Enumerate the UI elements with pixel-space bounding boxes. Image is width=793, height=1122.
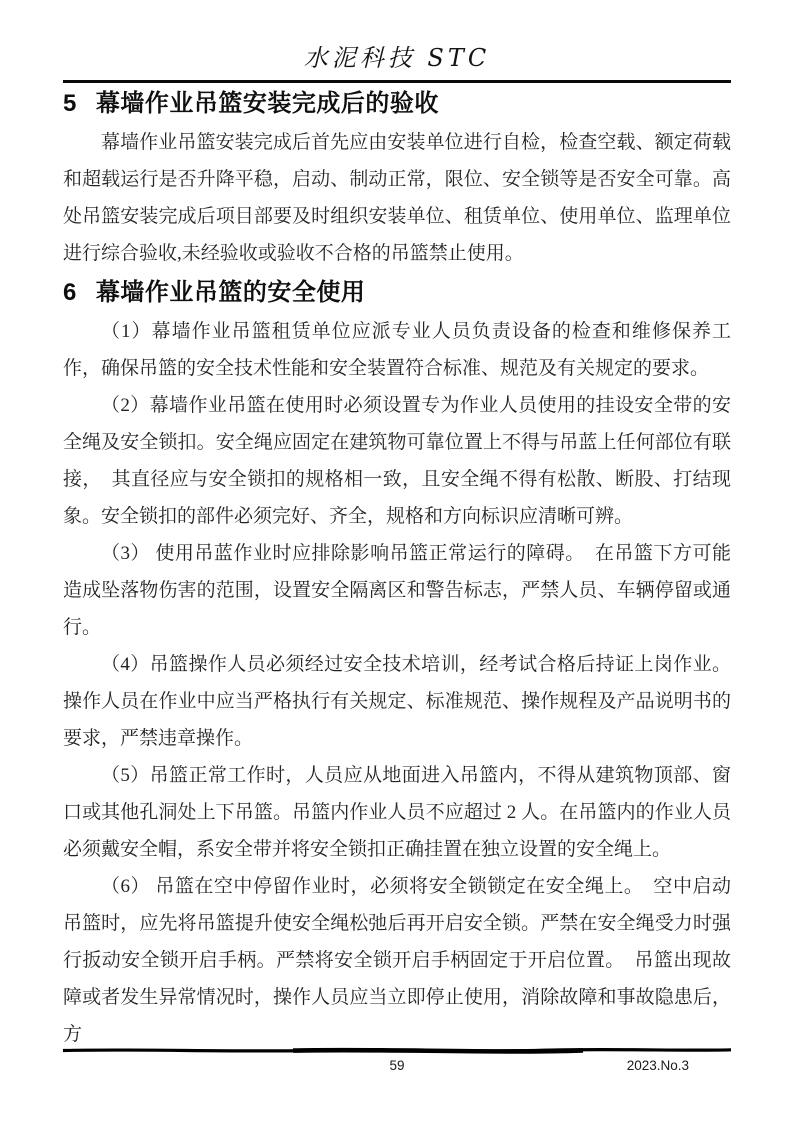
header-rule (63, 80, 731, 83)
section-5-number: 5 (63, 90, 77, 117)
body-paragraph: 幕墙作业吊篮安装完成后首先应由安装单位进行自检，检查空载、额定荷载和超载运行是否升降平稳，启动、制动正常，限位、安全锁等是否安全可靠。高处吊篮安装完成后项目部要及时组织安装单位、租赁单位、使用单位、监理单位进行综合验收,未经验收或验收不合格的吊篮禁止使用。 (63, 132, 731, 264)
page-number: 59 (389, 1058, 405, 1073)
section-6-number: 6 (63, 279, 77, 306)
section-6-heading (63, 277, 731, 309)
body-paragraph: （2）幕墙作业吊篮在使用时必须设置专为作业人员使用的挂设安全带的安全绳及安全锁扣。安全绳应固定在建筑物可靠位置上不得与吊蓝上任何部位有联接， 其直径应与安全锁扣的规格相一致，且安全绳不得有松散、断股、打结现象。安全锁扣的部件必须完好、齐全，规格和方向标识应清晰可辨。 (63, 395, 731, 527)
footer-meta (63, 1056, 731, 1076)
body-paragraph: （4）吊篮操作人员必须经过安全技术培训，经考试合格后持证上岗作业。操作人员在作业中应当严格执行有关规定、标准规范、操作规程及产品说明书的要求，严禁违章操作。 (63, 654, 731, 749)
issue-number: 2023.No.3 (626, 1058, 689, 1073)
section-5-title: 幕墙作业吊篮安装完成后的验收 (95, 90, 439, 117)
footer-rule (63, 1046, 731, 1055)
section-5-heading (63, 88, 731, 120)
section-6-title: 幕墙作业吊篮的安全使用 (95, 279, 366, 306)
body-paragraph: （1）幕墙作业吊篮租赁单位应派专业人员负责设备的检查和维修保养工作，确保吊篮的安全技术性能和安全装置符合标准、规范及有关规定的要求。 (63, 321, 731, 379)
body-paragraph: （3） 使用吊蓝作业时应排除影响吊篮正常运行的障碍。 在吊篮下方可能造成坠落物伤害的范围，设置安全隔离区和警告标志，严禁人员、车辆停留或通行。 (63, 543, 731, 638)
body-paragraph: （6） 吊篮在空中停留作业时，必须将安全锁锁定在安全绳上。 空中启动吊篮时，应先将吊篮提升使安全绳松弛后再开启安全锁。严禁在安全绳受力时强行扳动安全锁开启手柄。严禁将安全锁开启手柄固定于开启位置。 吊篮出现故障或者发生异常情况时，操作人员应当立即停止使用，消除故障和事故隐患后，方 (63, 876, 731, 1045)
body-paragraph: （5）吊篮正常工作时，人员应从地面进入吊篮内，不得从建筑物顶部、窗口或其他孔洞处上下吊篮。吊篮内作业人员不应超过 2 人。在吊篮内的作业人员必须戴安全帽，系安全带并将安全锁扣正确挂置在独立设置的安全绳上。 (63, 765, 731, 860)
page-header (63, 44, 731, 83)
journal-title: 水泥科技 STC (303, 44, 491, 72)
page-footer (63, 1046, 731, 1076)
